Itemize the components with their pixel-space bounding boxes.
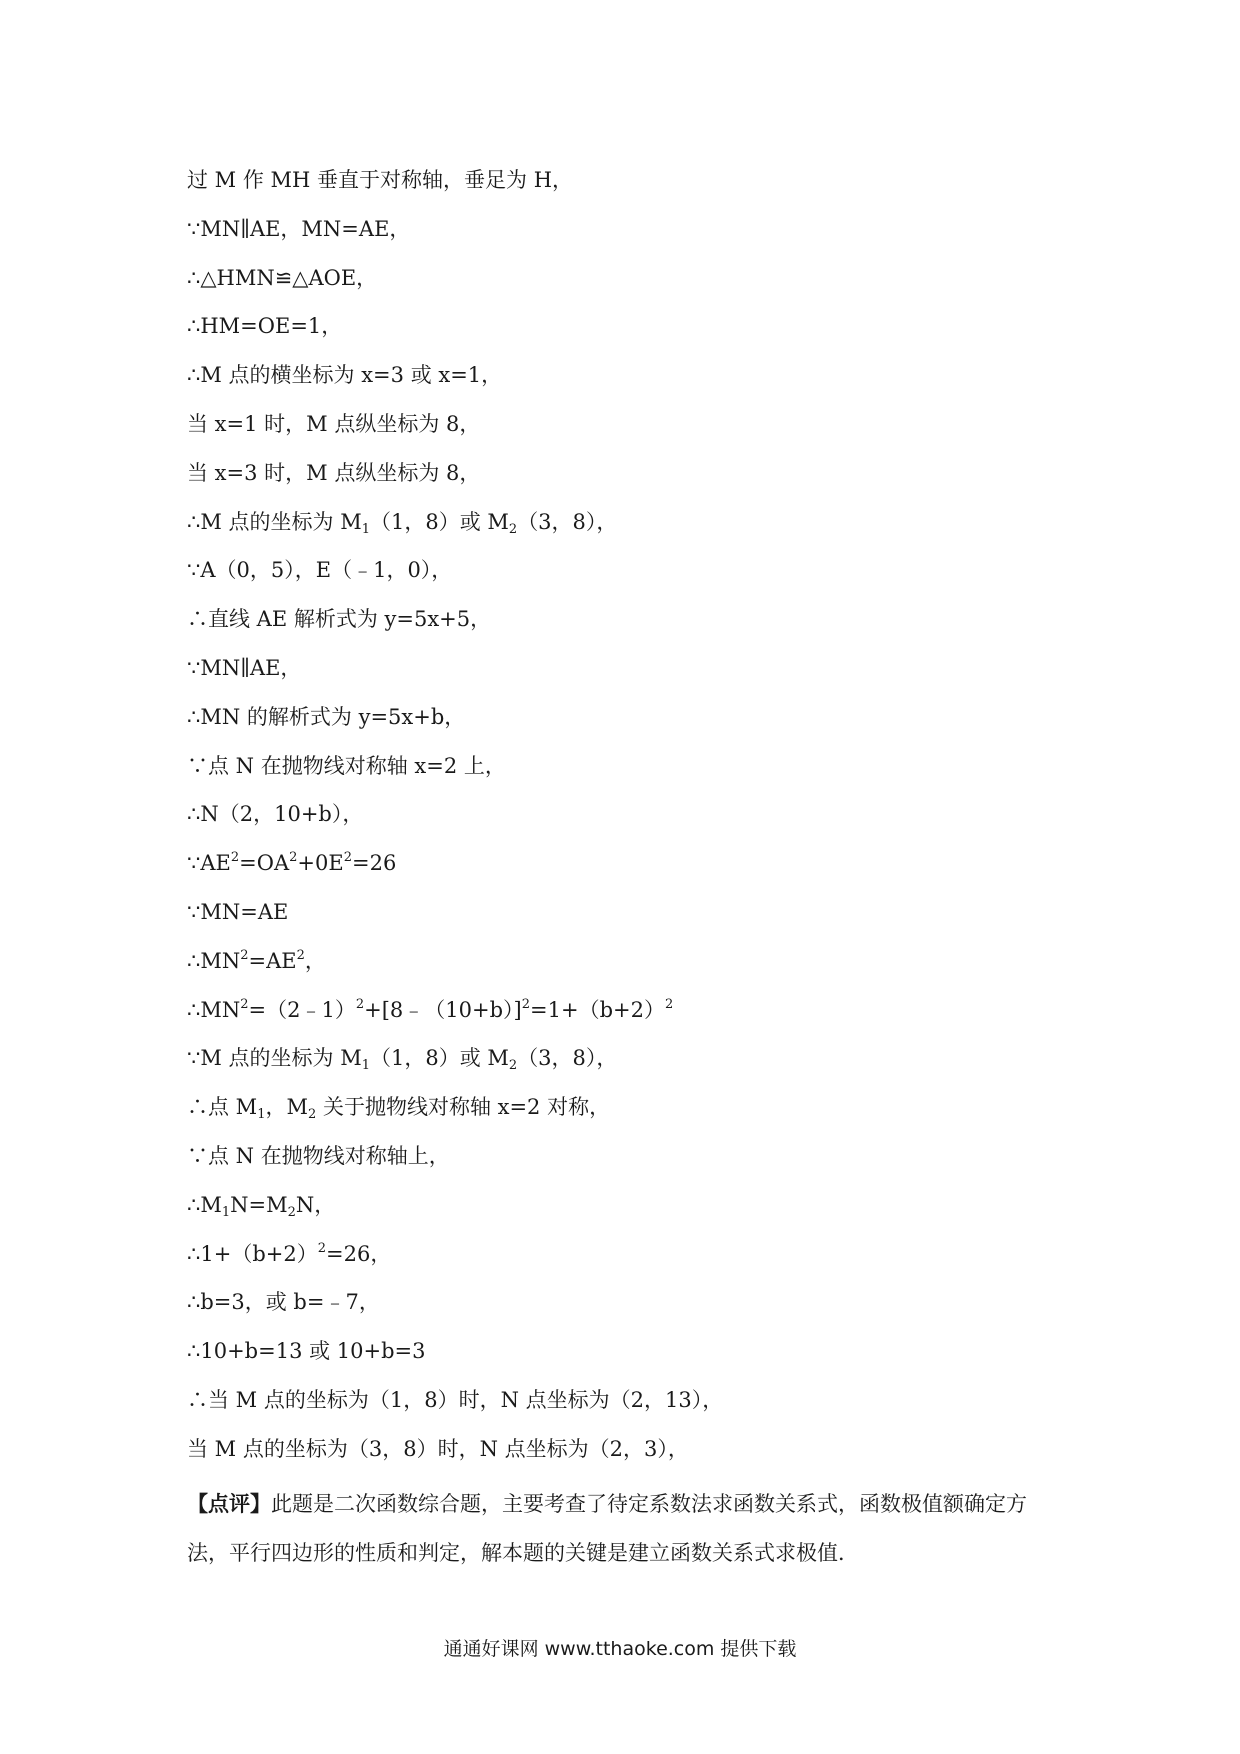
solution-line: ∴10+b=13 或 10+b=3 bbox=[187, 1339, 426, 1364]
solution-line: ∴点 $M_1$，$M_2$ 关于抛物线对称轴 x=2 对称， bbox=[187, 1095, 611, 1123]
comment-paragraph bbox=[187, 1479, 1067, 1578]
solution-line: ∴M 点的横坐标为 x=3 或 x=1， bbox=[187, 363, 503, 388]
solution-line: ∴b=3，或 b=﹣7， bbox=[187, 1290, 380, 1315]
solution-line: 当 M 点的坐标为（3，8）时，N 点坐标为（2，3）， bbox=[187, 1436, 689, 1461]
solution-line: $\therefore M_1N=M_2N$， bbox=[187, 1192, 336, 1220]
solution-line: 当 x=3 时，M 点纵坐标为 8， bbox=[187, 460, 481, 485]
solution-line: ∵点 N 在抛物线对称轴 x=2 上， bbox=[187, 753, 506, 778]
solution-line: ∴当 M 点的坐标为（1，8）时，N 点坐标为（2，13）， bbox=[187, 1387, 724, 1412]
solution-body bbox=[187, 156, 1067, 1474]
solution-line: ∴N（2，10+b）， bbox=[187, 802, 364, 827]
solution-line: 过 M 作 MH 垂直于对称轴，垂足为 H， bbox=[187, 168, 574, 192]
solution-line: 当 x=1 时，M 点纵坐标为 8， bbox=[187, 411, 481, 436]
solution-line: ∵MN∥AE， bbox=[187, 655, 302, 680]
page-footer: 通通好课网 www.tthaoke.com 提供下载 bbox=[443, 1638, 797, 1660]
solution-line: ∴HM=OE=1， bbox=[187, 314, 343, 339]
solution-line: ∵点 N 在抛物线对称轴上， bbox=[187, 1143, 450, 1168]
solution-line: $\therefore MN^2=AE^2$， bbox=[187, 947, 326, 973]
solution-line: ∴直线 AE 解析式为 y=5x+5， bbox=[187, 607, 492, 632]
solution-line: ∴M 点的坐标为 $M_1(1$，8）或 $M_2(3$，8）， bbox=[187, 509, 618, 537]
solution-line: $\therefore 1+(b+2)^2=26$， bbox=[187, 1240, 392, 1266]
solution-line: $\because AE^2=OA^2+0E^2=26$ bbox=[187, 850, 397, 876]
solution-line: ∵MN=AE bbox=[187, 899, 289, 924]
solution-line: ∴MN 的解析式为 y=5x+b， bbox=[187, 704, 466, 729]
solution-line: ∵M 点的坐标为 $M_1(1$，8）或 $M_2(3$，8）， bbox=[187, 1046, 618, 1074]
solution-line: ∵A（0，5），E（﹣1，0）， bbox=[187, 558, 453, 583]
solution-line: ∴△HMN≌△AOE， bbox=[187, 265, 378, 290]
comment-text: 此题是二次函数综合题，主要考查了待定系数法求函数关系式，函数极值额确定方法，平行四边形的性质和判定，解本题的关键是建立函数关系式求极值． bbox=[187, 1492, 1027, 1565]
comment-tag: 【点评】 bbox=[187, 1491, 271, 1516]
solution-line: $\therefore MN^2=(2﹣1)^2+[8﹣(10+b)]^2=1+(b+2)^2$ bbox=[187, 996, 674, 1022]
solution-line: ∵MN∥AE，MN=AE， bbox=[187, 216, 411, 241]
